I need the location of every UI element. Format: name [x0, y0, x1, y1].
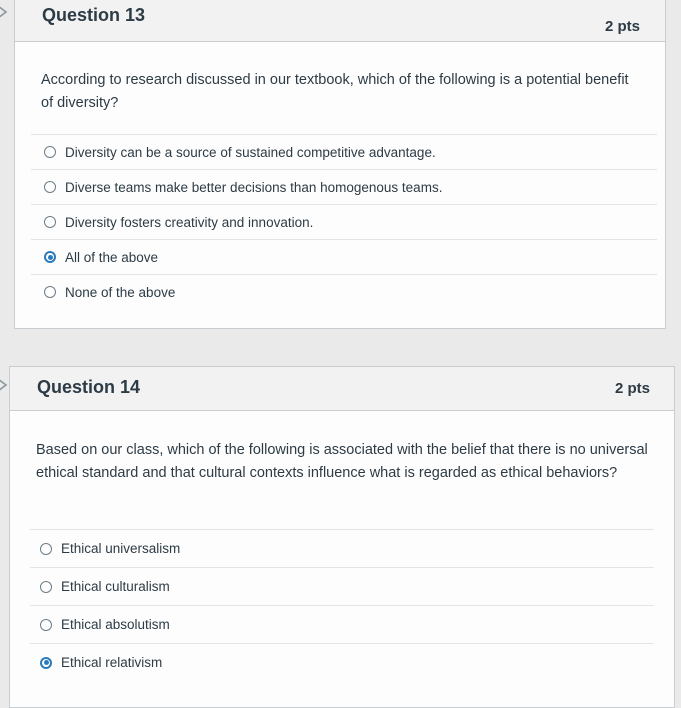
- answer-option[interactable]: [31, 274, 657, 309]
- answer-option[interactable]: [31, 134, 657, 169]
- question-text: Based on our class, which of the following is associated with the belief that there is no universal ethical standard and that cultural contexts influence what is regarded as ethical behaviors?: [36, 442, 648, 481]
- answer-label: Diversity can be a source of sustained competitive advantage.: [65, 144, 436, 160]
- radio-button-selected[interactable]: [44, 251, 56, 263]
- answer-option[interactable]: [31, 239, 657, 274]
- question-13-header: [15, 0, 665, 42]
- answer-label: Ethical absolutism: [61, 617, 170, 632]
- answer-label: None of the above: [65, 284, 176, 300]
- question-14-header: [10, 367, 674, 411]
- radio-button[interactable]: [44, 146, 56, 158]
- answer-list: [30, 529, 654, 681]
- answer-option[interactable]: [31, 169, 657, 204]
- answer-option[interactable]: [30, 605, 654, 643]
- answer-option[interactable]: [31, 204, 657, 239]
- answer-label: Ethical relativism: [61, 655, 163, 670]
- question-title: Question 13: [42, 5, 146, 25]
- answer-label: All of the above: [65, 249, 159, 265]
- question-13-flag-icon[interactable]: [0, 5, 10, 19]
- answer-label: Diverse teams make better decisions than homogenous teams.: [65, 179, 443, 195]
- question-14-card: [9, 366, 675, 708]
- radio-button[interactable]: [44, 286, 56, 298]
- question-points: 2 pts: [604, 18, 640, 35]
- answer-label: Ethical universalism: [61, 541, 181, 556]
- answer-label: Diversity fosters creativity and innovation.: [65, 214, 314, 230]
- answer-list: [31, 134, 657, 309]
- question-title: Question 14: [37, 377, 141, 397]
- question-points: 2 pts: [614, 380, 650, 397]
- question-13-card: [14, 0, 666, 329]
- radio-button[interactable]: [44, 181, 56, 193]
- radio-button[interactable]: [40, 543, 52, 555]
- answer-option[interactable]: [30, 567, 654, 605]
- radio-button[interactable]: [44, 216, 56, 228]
- radio-button[interactable]: [40, 619, 52, 631]
- answer-label: Ethical culturalism: [61, 579, 170, 594]
- answer-option[interactable]: [30, 643, 654, 681]
- radio-button[interactable]: [40, 581, 52, 593]
- radio-button-selected[interactable]: [40, 657, 52, 669]
- answer-option[interactable]: [30, 529, 654, 567]
- question-text: According to research discussed in our textbook, which of the following is a potential benefit of diversity?: [41, 72, 629, 111]
